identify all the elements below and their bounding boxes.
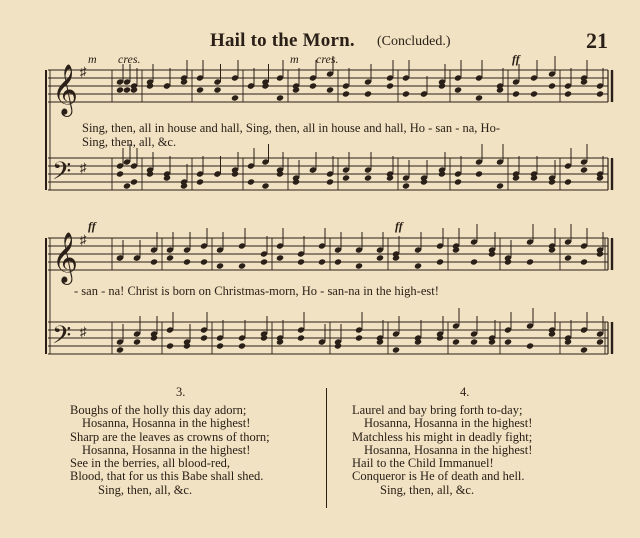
note-head	[376, 254, 384, 261]
verse-line: Hosanna, Hosanna in the highest!	[364, 416, 533, 431]
note-head	[414, 262, 422, 269]
note-head	[213, 86, 221, 93]
dynamic-mark: ff	[88, 219, 96, 233]
sharp-icon: ♯	[80, 324, 87, 339]
hymn-title: Hail to the Morn.	[210, 30, 355, 51]
note-head	[200, 258, 208, 265]
note-head	[238, 342, 246, 349]
note-head	[196, 178, 204, 185]
stanza-number: 3.	[176, 385, 186, 399]
verse-line: Blood, that for us this Babe shall shed.	[70, 469, 264, 484]
note-head	[342, 174, 350, 181]
column-divider	[326, 388, 327, 508]
note-head	[452, 338, 460, 345]
note-head	[133, 338, 141, 345]
note-head	[386, 82, 394, 89]
note-head	[475, 94, 483, 101]
sharp-icon: ♯	[80, 160, 87, 175]
note-head	[512, 90, 520, 97]
note-head	[402, 182, 410, 189]
note-head	[470, 258, 478, 265]
verse-line: Hosanna, Hosanna in the highest!	[82, 442, 251, 457]
note-head	[247, 178, 255, 185]
note-head	[564, 178, 572, 185]
lyric-line: Sing, then, all, &c.	[82, 135, 177, 149]
bass-clef-icon: 𝄢	[52, 321, 72, 356]
verse-line: Sharp are the leaves as crowns of thorn;	[70, 429, 270, 444]
dynamic-mark: m	[88, 52, 97, 66]
note-head	[355, 262, 363, 269]
sharp-icon: ♯	[80, 232, 87, 247]
dynamic-mark: cres.	[316, 52, 339, 66]
verse-line: Sing, then, all, &c.	[98, 482, 193, 497]
stanza-4	[352, 404, 532, 497]
verse-line: Matchless his might in deadly fight;	[352, 429, 533, 444]
note-head	[436, 258, 444, 265]
note-head	[530, 90, 538, 97]
treble-clef-icon: 𝄞	[52, 232, 79, 283]
note-head	[297, 258, 305, 265]
note-head	[355, 334, 363, 341]
note-head	[166, 342, 174, 349]
note-head	[123, 182, 131, 189]
note-head	[130, 178, 138, 185]
note-head	[364, 90, 372, 97]
note-head	[564, 254, 572, 261]
note-head	[470, 338, 478, 345]
note-head	[276, 94, 284, 101]
note-head	[548, 82, 556, 89]
note-head	[364, 174, 372, 181]
note-head	[150, 258, 158, 265]
note-head	[342, 90, 350, 97]
dynamic-mark: ff	[512, 52, 520, 66]
note-head	[276, 254, 284, 261]
hymn-subtitle: (Concluded.)	[377, 34, 451, 49]
note-head	[196, 86, 204, 93]
note-head	[238, 262, 246, 269]
note-head	[454, 86, 462, 93]
note-head	[596, 338, 604, 345]
verse-line: Hosanna, Hosanna in the highest!	[82, 416, 251, 431]
note-head	[231, 94, 239, 101]
verse-line: Boughs of the holly this day adorn;	[70, 403, 247, 417]
stanza-3	[70, 404, 270, 497]
note-head	[580, 166, 588, 173]
lyric-line: Sing, then, all in house and hall, Sing, then, all in house and hall, Ho - san - na, Ho-	[82, 121, 500, 135]
note-head	[326, 178, 334, 185]
note-head	[309, 82, 317, 89]
note-head	[596, 90, 604, 97]
note-head	[183, 258, 191, 265]
verse-line: Laurel and bay bring forth to-day;	[352, 403, 523, 417]
note-head	[216, 342, 224, 349]
note-head	[580, 346, 588, 353]
note-head	[200, 334, 208, 341]
note-head	[123, 86, 131, 93]
note-head	[116, 346, 124, 353]
note-head	[580, 258, 588, 265]
note-head	[454, 178, 462, 185]
verse-line: Hosanna, Hosanna in the highest!	[364, 442, 533, 457]
dynamic-mark: cres.	[118, 52, 141, 66]
verse-line: See in the berries, all blood-red,	[70, 456, 231, 471]
dynamic-mark: m	[290, 52, 299, 66]
verse-line: Sing, then, all, &c.	[380, 482, 475, 497]
bass-clef-icon: 𝄢	[52, 157, 72, 192]
note-head	[297, 334, 305, 341]
note-head	[564, 90, 572, 97]
note-head	[216, 262, 224, 269]
note-head	[116, 86, 124, 93]
dynamic-mark: ff	[395, 219, 403, 233]
note-head	[526, 342, 534, 349]
stanza-number: 4.	[460, 385, 470, 399]
note-head	[392, 346, 400, 353]
note-head	[326, 86, 334, 93]
note-head	[116, 170, 124, 177]
note-head	[402, 90, 410, 97]
note-head	[261, 182, 269, 189]
note-head	[166, 254, 174, 261]
note-head	[526, 258, 534, 265]
verse-line: Hail to the Child Immanuel!	[352, 456, 494, 471]
note-head	[475, 170, 483, 177]
note-head	[260, 258, 268, 265]
note-head	[504, 338, 512, 345]
note-head	[496, 182, 504, 189]
note-head	[318, 258, 326, 265]
sharp-icon: ♯	[80, 64, 87, 79]
treble-clef-icon: 𝄞	[52, 64, 79, 115]
page-number: 21	[586, 28, 608, 53]
lyric-line: - san - na! Christ is born on Christmas-morn, Ho - san-na in the high-est!	[74, 284, 439, 298]
verse-line: Conqueror is He of death and hell.	[352, 469, 525, 484]
note-head	[334, 258, 342, 265]
